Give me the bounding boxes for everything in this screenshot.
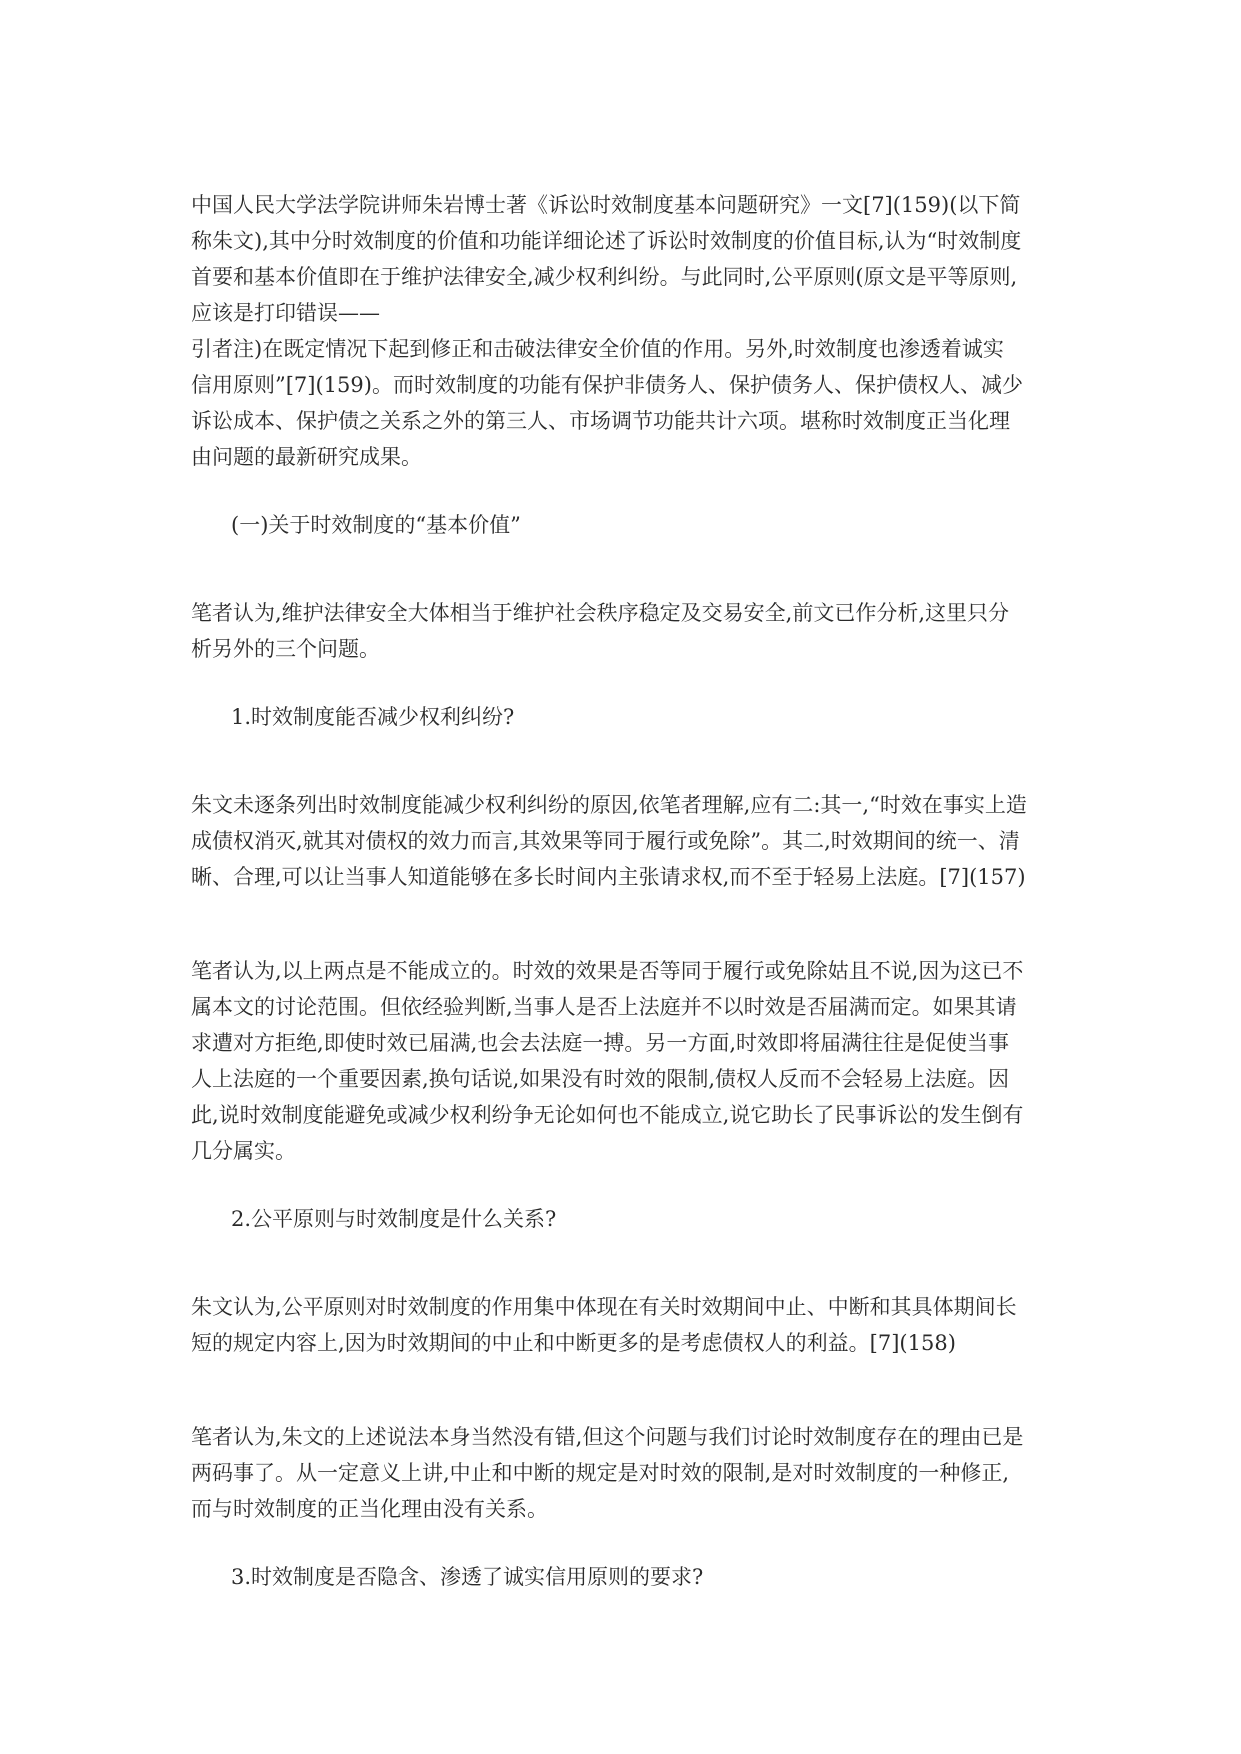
text-line: 朱文未逐条列出时效制度能减少权利纠纷的原因,依笔者理解,应有二:其一,“时效在事实上造 <box>191 793 1027 817</box>
text-line: 几分属实。 <box>191 1139 296 1163</box>
paragraph-author-view-legal-security <box>191 595 1061 667</box>
subheading-fairness-principle <box>191 1201 1061 1237</box>
text-line: 短的规定内容上,因为时效期间的中止和中断更多的是考虑债权人的利益。[7](158) <box>191 1331 956 1355</box>
subheading-good-faith <box>191 1559 1061 1595</box>
text-line: 首要和基本价值即在于维护法律安全,减少权利纠纷。与此同时,公平原则(原文是平等原则, <box>191 265 1018 289</box>
document-body <box>191 187 1061 1595</box>
text-line: 析另外的三个问题。 <box>191 637 380 661</box>
heading-line: 3.时效制度是否隐含、渗透了诚实信用原则的要求? <box>231 1565 704 1589</box>
text-line: 两码事了。从一定意义上讲,中止和中断的规定是对时效的限制,是对时效制度的一种修正, <box>191 1461 1010 1485</box>
heading-line: 2.公平原则与时效制度是什么关系? <box>231 1207 557 1231</box>
text-line: 求遭对方拒绝,即使时效已届满,也会去法庭一搏。另一方面,时效即将届满往往是促使当事 <box>191 1031 1010 1055</box>
text-line: 笔者认为,朱文的上述说法本身当然没有错,但这个问题与我们讨论时效制度存在的理由已是 <box>191 1425 1024 1449</box>
paragraph-zhu-article-intro <box>191 187 1061 475</box>
text-line: 由问题的最新研究成果。 <box>191 445 422 469</box>
text-line: 称朱文),其中分时效制度的价值和功能详细论述了诉讼时效制度的价值目标,认为“时效制度 <box>191 229 1022 253</box>
heading-line: (一)关于时效制度的“基本价值” <box>231 513 521 537</box>
text-line: 而与时效制度的正当化理由没有关系。 <box>191 1497 548 1521</box>
text-line: 晰、合理,可以让当事人知道能够在多长时间内主张请求权,而不至于轻易上法庭。[7](157) <box>191 865 1026 889</box>
text-line: 笔者认为,维护法律安全大体相当于维护社会秩序稳定及交易安全,前文已作分析,这里只分 <box>191 601 1010 625</box>
text-line: 属本文的讨论范围。但依经验判断,当事人是否上法庭并不以时效是否届满而定。如果其请 <box>191 995 1017 1019</box>
text-line: 引者注)在既定情况下起到修正和击破法律安全价值的作用。另外,时效制度也渗透着诚实 <box>191 337 1004 361</box>
text-line: 信用原则”[7](159)。而时效制度的功能有保护非债务人、保护债务人、保护债权人、减少 <box>191 373 1023 397</box>
text-line: 人上法庭的一个重要因素,换句话说,如果没有时效的限制,债权人反而不会轻易上法庭。因 <box>191 1067 1010 1091</box>
text-line: 朱文认为,公平原则对时效制度的作用集中体现在有关时效期间中止、中断和其具体期间长 <box>191 1295 1017 1319</box>
heading-line: 1.时效制度能否减少权利纠纷? <box>231 705 515 729</box>
subheading-reduce-disputes <box>191 699 1061 735</box>
paragraph-zhu-fairness <box>191 1289 1061 1361</box>
text-line: 成债权消灭,就其对债权的效力而言,其效果等同于履行或免除”。其二,时效期间的统一、清 <box>191 829 1020 853</box>
paragraph-zhu-reasons <box>191 787 1061 895</box>
paragraph-author-fairness-view <box>191 1419 1061 1527</box>
text-line: 此,说时效制度能避免或减少权利纷争无论如何也不能成立,说它助长了民事诉讼的发生倒有 <box>191 1103 1024 1127</box>
text-line: 应该是打印错误—— <box>191 301 380 325</box>
section-heading-basic-value <box>191 507 1061 543</box>
text-line: 笔者认为,以上两点是不能成立的。时效的效果是否等同于履行或免除姑且不说,因为这已不 <box>191 959 1024 983</box>
text-line: 中国人民大学法学院讲师朱岩博士著《诉讼时效制度基本问题研究》一文[7](159)(以下简 <box>191 193 1021 217</box>
paragraph-author-rebuttal <box>191 953 1061 1169</box>
text-line: 诉讼成本、保护债之关系之外的第三人、市场调节功能共计六项。堪称时效制度正当化理 <box>191 409 1010 433</box>
